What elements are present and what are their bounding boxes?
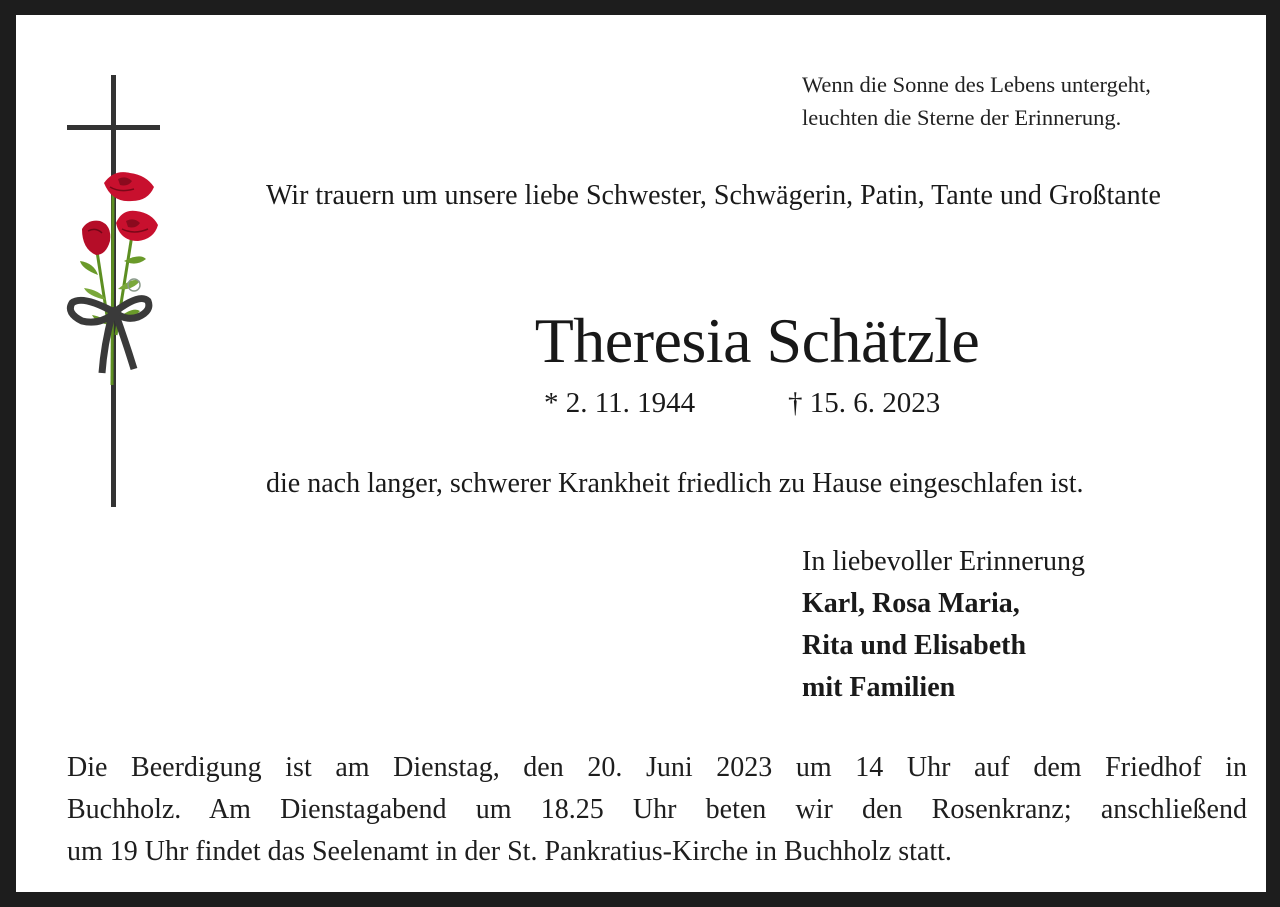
motto-line: leuchten die Sterne der Erinnerung. [802, 105, 1122, 130]
motto-quote [802, 68, 1272, 134]
funeral-line: Die Beerdigung ist am Dienstag, den 20. Juni 2023 um 14 Uhr auf dem Friedhof in [67, 752, 1247, 783]
mourners-line: Karl, Rosa Maria, [802, 588, 1020, 619]
mourners-line: mit Familien [802, 672, 956, 703]
motto-line: Wenn die Sonne des Lebens untergeht, [802, 72, 1151, 97]
birth-date: * 2. 11. 1944 [544, 387, 696, 419]
mourning-intro: Wir trauern um unsere liebe Schwester, Schwägerin, Patin, Tante und Großtante [266, 180, 1161, 211]
funeral-details [67, 747, 1247, 873]
death-circumstance: die nach langer, schwerer Krankheit friedlich zu Hause eingeschlafen ist. [266, 468, 1084, 499]
deceased-name: Theresia Schätzle [534, 305, 980, 376]
life-dates [266, 383, 1248, 423]
cross-with-roses-icon [66, 75, 166, 515]
funeral-line: um 19 Uhr findet das Seelenamt in der St. Pankratius-Kirche in Buchholz statt. [67, 836, 952, 867]
funeral-line: Buchholz. Am Dienstagabend um 18.25 Uhr beten wir den Rosenkranz; anschließend [67, 794, 1247, 825]
obituary-card [16, 15, 1266, 892]
signoff-heading: In liebevoller Erinnerung [802, 546, 1086, 577]
death-date: † 15. 6. 2023 [788, 387, 941, 419]
signoff-block [802, 541, 1272, 709]
mourners-line: Rita und Elisabeth [802, 630, 1027, 661]
